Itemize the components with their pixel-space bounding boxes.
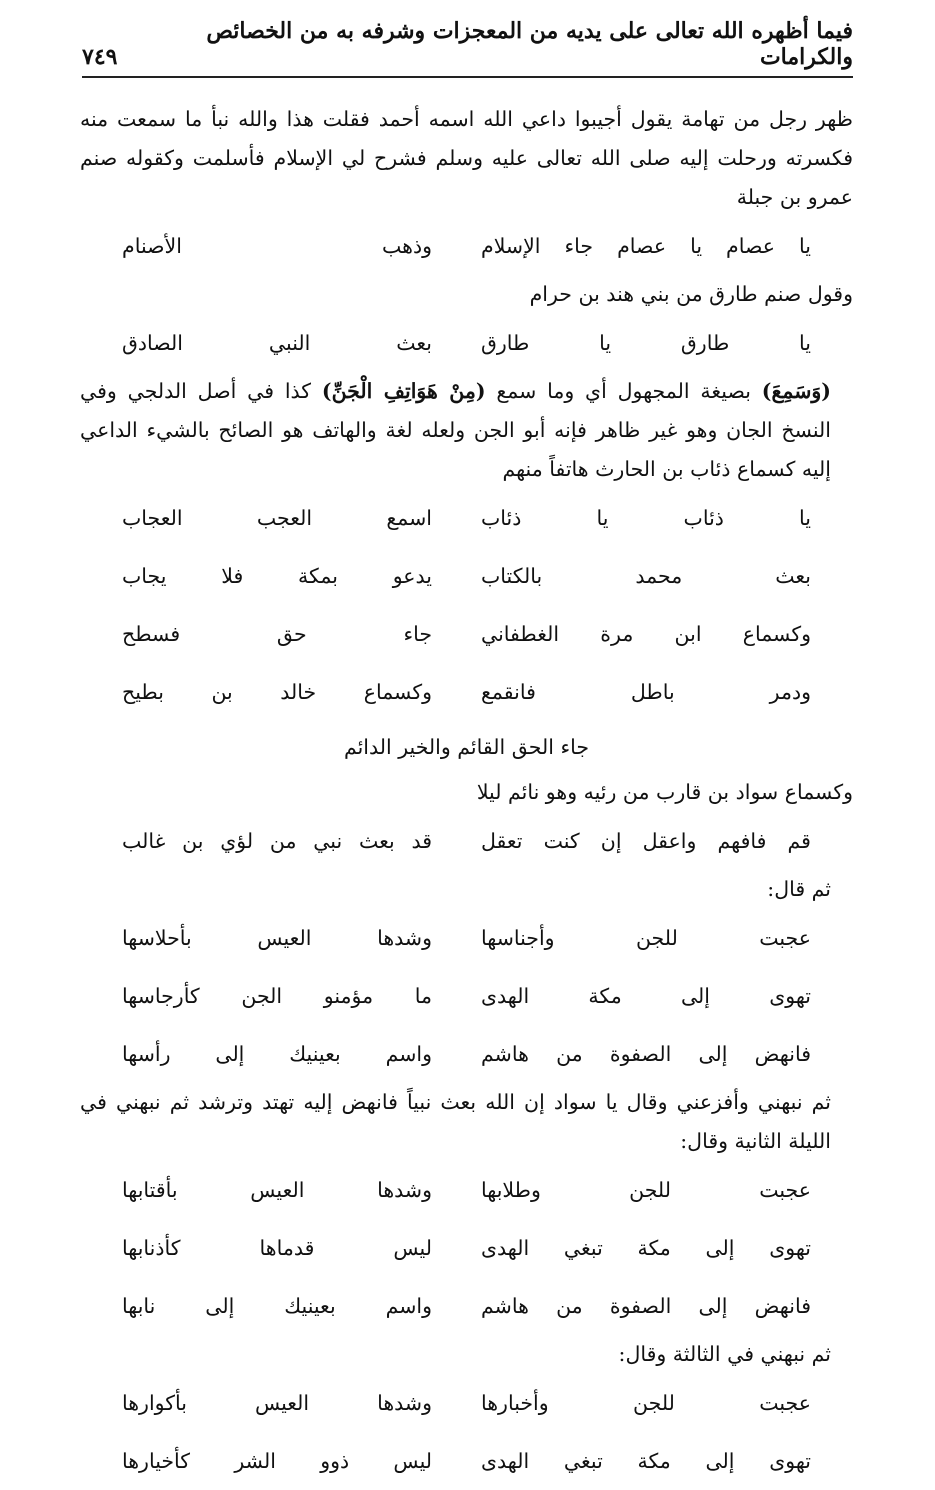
verse-line xyxy=(80,314,853,372)
verse-second-hemistich: بعث النبي الصادق xyxy=(122,330,432,355)
verse-line xyxy=(80,967,853,1025)
verse-line xyxy=(80,812,853,870)
page-header xyxy=(82,18,853,78)
verse-second-hemistich: وكسماع خالد بن بطيح xyxy=(122,679,432,704)
verse-first-hemistich: تهوى إلى مكة تبغي الهدى xyxy=(481,1448,811,1473)
verse-line xyxy=(80,489,853,547)
verse-line xyxy=(80,1277,853,1335)
verse-first-hemistich: فانهض إلى الصفوة من هاشم xyxy=(481,1041,811,1066)
verse-second-hemistich: واسم بعينيك إلى رأسها xyxy=(122,1041,432,1066)
verse-first-hemistich: يا ذئاب يا ذئاب xyxy=(481,505,811,530)
verse-second-hemistich: اسمع العجب العجاب xyxy=(122,505,432,530)
paragraph: وكسماع سواد بن قارب من رئيه وهو نائم ليلا xyxy=(476,780,853,804)
verse-second-hemistich: جاء حق فسطح xyxy=(122,621,432,646)
verse-second-hemistich: ما مؤمنو الجن كأرجاسها xyxy=(122,983,432,1008)
verse-first-hemistich: قم فافهم واعقل إن كنت تعقل xyxy=(481,828,811,853)
verse-line xyxy=(80,1432,853,1490)
commentary-paragraph xyxy=(80,372,853,489)
verse-first-hemistich: يا طارق يا طارق xyxy=(481,330,811,355)
verse-first-hemistich: تهوى إلى مكة تبغي الهدى xyxy=(481,1235,811,1260)
verse-line xyxy=(80,663,853,721)
verse-line xyxy=(80,605,853,663)
lemma: (وَسَمِعَ) xyxy=(761,379,832,403)
verse-first-hemistich: عجبت للجن وأجناسها xyxy=(481,925,811,950)
verse-first-hemistich: عجبت للجن وأخبارها xyxy=(481,1390,811,1415)
page-body xyxy=(80,100,853,1490)
paragraph: وقول صنم طارق من بني هند بن حرام xyxy=(529,282,853,306)
lemma: (مِنْ هَوَاتِفِ الْجَنِّ) xyxy=(321,379,486,403)
verse-line xyxy=(80,1219,853,1277)
verse-second-hemistich: وشدها العيس بأحلاسها xyxy=(122,925,432,950)
verse-second-hemistich: ليس ذوو الشر كأخيارها xyxy=(122,1448,432,1473)
verse-first-hemistich: يا عصام يا عصام جاء الإسلام xyxy=(481,233,811,258)
verse-first-hemistich: وكسماع ابن مرة الغطفاني xyxy=(481,621,811,646)
verse-second-hemistich: وشدها العيس بأقتابها xyxy=(122,1177,432,1202)
verse-first-hemistich: فانهض إلى الصفوة من هاشم xyxy=(481,1293,811,1318)
page-number: ٧٤٩ xyxy=(82,44,118,70)
verse-line xyxy=(80,1025,853,1083)
verse-line xyxy=(80,909,853,967)
verse-first-hemistich: ودمر باطل فانقمع xyxy=(481,679,811,704)
verse-second-hemistich: وذهب الأصنام xyxy=(122,233,432,258)
verse-first-hemistich: بعث محمد بالكتاب xyxy=(481,563,811,588)
running-title: فيما أظهره الله تعالى على يديه من المعجزات وشرفه به من الخصائص والكرامات xyxy=(206,18,853,70)
commentary-text: بصيغة المجهول أي وما سمع xyxy=(485,379,762,403)
verse-line xyxy=(80,1374,853,1432)
single-verse-line: جاء الحق القائم والخير الدائم xyxy=(343,735,590,759)
verse-line xyxy=(80,547,853,605)
verse-first-hemistich: تهوى إلى مكة الهدى xyxy=(481,983,811,1008)
verse-first-hemistich: عجبت للجن وطلابها xyxy=(481,1177,811,1202)
verse-line xyxy=(80,217,853,275)
verse-second-hemistich: وشدها العيس بأكوارها xyxy=(122,1390,432,1415)
verse-second-hemistich: قد بعث نبي من لؤي بن غالب xyxy=(122,828,432,853)
verse-second-hemistich: ليس قدماها كأذنابها xyxy=(122,1235,432,1260)
commentary-text: كذا في أصل الدلجي وفي النسخ الجان وهو غير ظاهر فإنه أبو الجن ولعله لغة والهاتف هو الصائح بالشيء الداعي إليه كسماع ذئاب بن الحارث هاتفاً منهم xyxy=(80,379,831,481)
paragraph: ثم قال: xyxy=(767,877,831,901)
paragraph: ظهر رجل من تهامة يقول أجيبوا داعي الله اسمه أحمد فقلت هذا والله نبأ ما سمعت منه فكسرته ورحلت إليه صلى الله تعالى عليه وسلم فشرح لي الإسلام فأسلمت وكقوله صنم عمرو بن جبلة xyxy=(80,107,853,209)
paragraph: ثم نبهني في الثالثة وقال: xyxy=(618,1342,831,1366)
verse-second-hemistich: واسم بعينيك إلى نابها xyxy=(122,1293,432,1318)
paragraph: ثم نبهني وأفزعني وقال يا سواد إن الله بعث نبياً فانهض إليه تهتد وترشد ثم نبهني في الليلة الثانية وقال: xyxy=(80,1090,831,1153)
verse-second-hemistich: يدعو بمكة فلا يجاب xyxy=(122,563,432,588)
verse-line xyxy=(80,1161,853,1219)
